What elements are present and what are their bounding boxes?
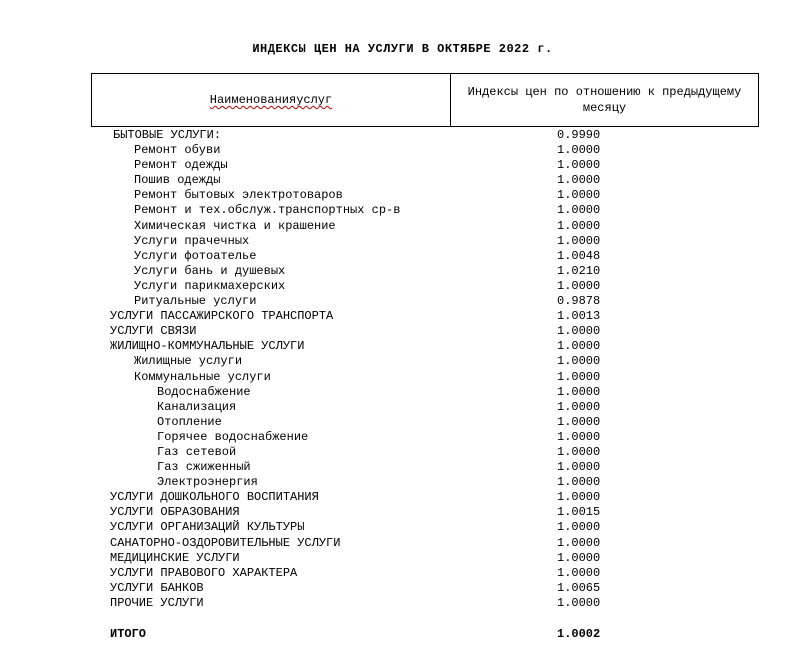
row-label: Ритуальные услуги	[134, 294, 257, 309]
header-col-name-label: Наименованияуслуг	[209, 93, 333, 107]
row-value: 1.0000	[557, 460, 601, 475]
row-label: ПРОЧИЕ УСЛУГИ	[110, 595, 204, 610]
row-value: 1.0000	[557, 550, 601, 565]
row-label: Химическая чистка и крашение	[134, 218, 336, 233]
row-label: Услуги бань и душевых	[134, 263, 286, 278]
row-value: 1.0000	[557, 278, 601, 293]
row-value: 1.0015	[557, 505, 601, 520]
row-label: Водоснабжение	[157, 384, 251, 399]
row-value: 1.0048	[557, 248, 601, 263]
row-label: Ремонт бытовых электротоваров	[134, 188, 343, 203]
row-value: 1.0000	[557, 520, 601, 535]
row-label: БЫТОВЫЕ УСЛУГИ:	[113, 128, 222, 142]
row-label: САНАТОРНО-ОЗДОРОВИТЕЛЬНЫЕ УСЛУГИ	[110, 535, 341, 550]
row-value: 1.0000	[557, 384, 601, 399]
table-row	[0, 264, 805, 279]
row-value: 1.0000	[557, 188, 601, 203]
row-value: 1.0000	[557, 218, 601, 233]
table-row	[0, 158, 805, 173]
row-value: 1.0000	[557, 143, 601, 158]
row-label: Пошив одежды	[134, 173, 221, 188]
table-row	[0, 203, 805, 218]
row-value: 1.0000	[557, 490, 601, 505]
row-value: 1.0000	[557, 399, 601, 414]
row-label: ЖИЛИЩНО-КОММУНАЛЬНЫЕ УСЛУГИ	[110, 339, 305, 354]
row-value: 1.0000	[557, 444, 601, 459]
row-value: 1.0000	[557, 158, 601, 173]
row-value: 1.0000	[557, 414, 601, 429]
row-label: Электроэнергия	[157, 475, 258, 490]
total-value: 1.0002	[557, 627, 601, 641]
table-row	[0, 188, 805, 203]
row-value: 1.0000	[557, 203, 601, 218]
row-label: Канализация	[157, 399, 237, 414]
row-value: 1.0000	[557, 535, 601, 550]
row-label: Горячее водоснабжение	[157, 429, 309, 444]
page-title: ИНДЕКСЫ ЦЕН НА УСЛУГИ В ОКТЯБРЕ 2022 г.	[252, 42, 553, 56]
header-col-index	[451, 74, 758, 126]
header-col-index-label: Индексы цен по отношению к предыдущему месяцу	[467, 85, 742, 115]
row-label: Отопление	[157, 414, 222, 429]
table-row	[0, 143, 805, 158]
table-row	[0, 475, 805, 490]
row-value: 1.0210	[557, 263, 601, 278]
table-row	[0, 279, 805, 294]
table-row	[0, 536, 805, 551]
row-label: Услуги парикмахерских	[134, 278, 286, 293]
row-label: Ремонт и тех.обслуж.транспортных ср-в	[134, 203, 401, 218]
table-header	[91, 73, 759, 127]
row-label: Услуги прачечных	[134, 233, 250, 248]
table-row	[0, 219, 805, 234]
row-label: Ремонт одежды	[134, 158, 228, 173]
table-row	[0, 354, 805, 369]
row-label: Газ сетевой	[157, 444, 237, 459]
table-row	[0, 445, 805, 460]
row-value: 1.0000	[557, 324, 601, 339]
table-row	[0, 234, 805, 249]
table-body	[0, 128, 805, 611]
table-row	[0, 460, 805, 475]
row-value: 1.0065	[557, 580, 601, 595]
table-row	[0, 128, 805, 143]
row-label: Услуги фотоателье	[134, 248, 257, 263]
row-label: УСЛУГИ ОРГАНИЗАЦИЙ КУЛЬТУРЫ	[110, 520, 305, 535]
row-value: 1.0000	[557, 565, 601, 580]
row-label: УСЛУГИ СВЯЗИ	[110, 324, 197, 339]
row-label: Жилищные услуги	[134, 354, 243, 369]
row-label: УСЛУГИ ОБРАЗОВАНИЯ	[110, 505, 240, 520]
row-label: Газ сжиженный	[157, 460, 251, 475]
table-row	[0, 339, 805, 354]
row-value: 1.0000	[557, 369, 601, 384]
row-value: 0.9990	[557, 128, 601, 142]
table-row	[0, 520, 805, 535]
row-label: УСЛУГИ БАНКОВ	[110, 580, 204, 595]
table-row	[0, 173, 805, 188]
row-label: Коммунальные услуги	[134, 369, 271, 384]
table-row	[0, 566, 805, 581]
table-row	[0, 415, 805, 430]
table-row	[0, 400, 805, 415]
row-value: 1.0000	[557, 595, 601, 610]
row-label: УСЛУГИ ДОШКОЛЬНОГО ВОСПИТАНИЯ	[110, 490, 319, 505]
table-row	[0, 581, 805, 596]
row-value: 1.0000	[557, 339, 601, 354]
row-label: Ремонт обуви	[134, 143, 221, 158]
table-row	[0, 294, 805, 309]
table-row	[0, 249, 805, 264]
table-row	[0, 505, 805, 520]
row-value: 1.0013	[557, 309, 601, 324]
row-value: 1.0000	[557, 233, 601, 248]
header-col-name	[92, 74, 451, 126]
row-value: 1.0000	[557, 475, 601, 490]
row-label: УСЛУГИ ПРАВОВОГО ХАРАКТЕРА	[110, 565, 298, 580]
row-value: 1.0000	[557, 429, 601, 444]
table-row	[0, 370, 805, 385]
table-row	[0, 596, 805, 611]
row-value: 1.0000	[557, 354, 601, 369]
table-row	[0, 490, 805, 505]
total-row	[0, 627, 805, 643]
total-label: ИТОГО	[110, 627, 147, 641]
table-row	[0, 324, 805, 339]
table-row	[0, 430, 805, 445]
table-row	[0, 551, 805, 566]
row-value: 1.0000	[557, 173, 601, 188]
row-value: 0.9878	[557, 294, 601, 309]
row-label: МЕДИЦИНСКИЕ УСЛУГИ	[110, 550, 240, 565]
table-row	[0, 309, 805, 324]
row-label: УСЛУГИ ПАССАЖИРСКОГО ТРАНСПОРТА	[110, 309, 334, 324]
table-row	[0, 385, 805, 400]
